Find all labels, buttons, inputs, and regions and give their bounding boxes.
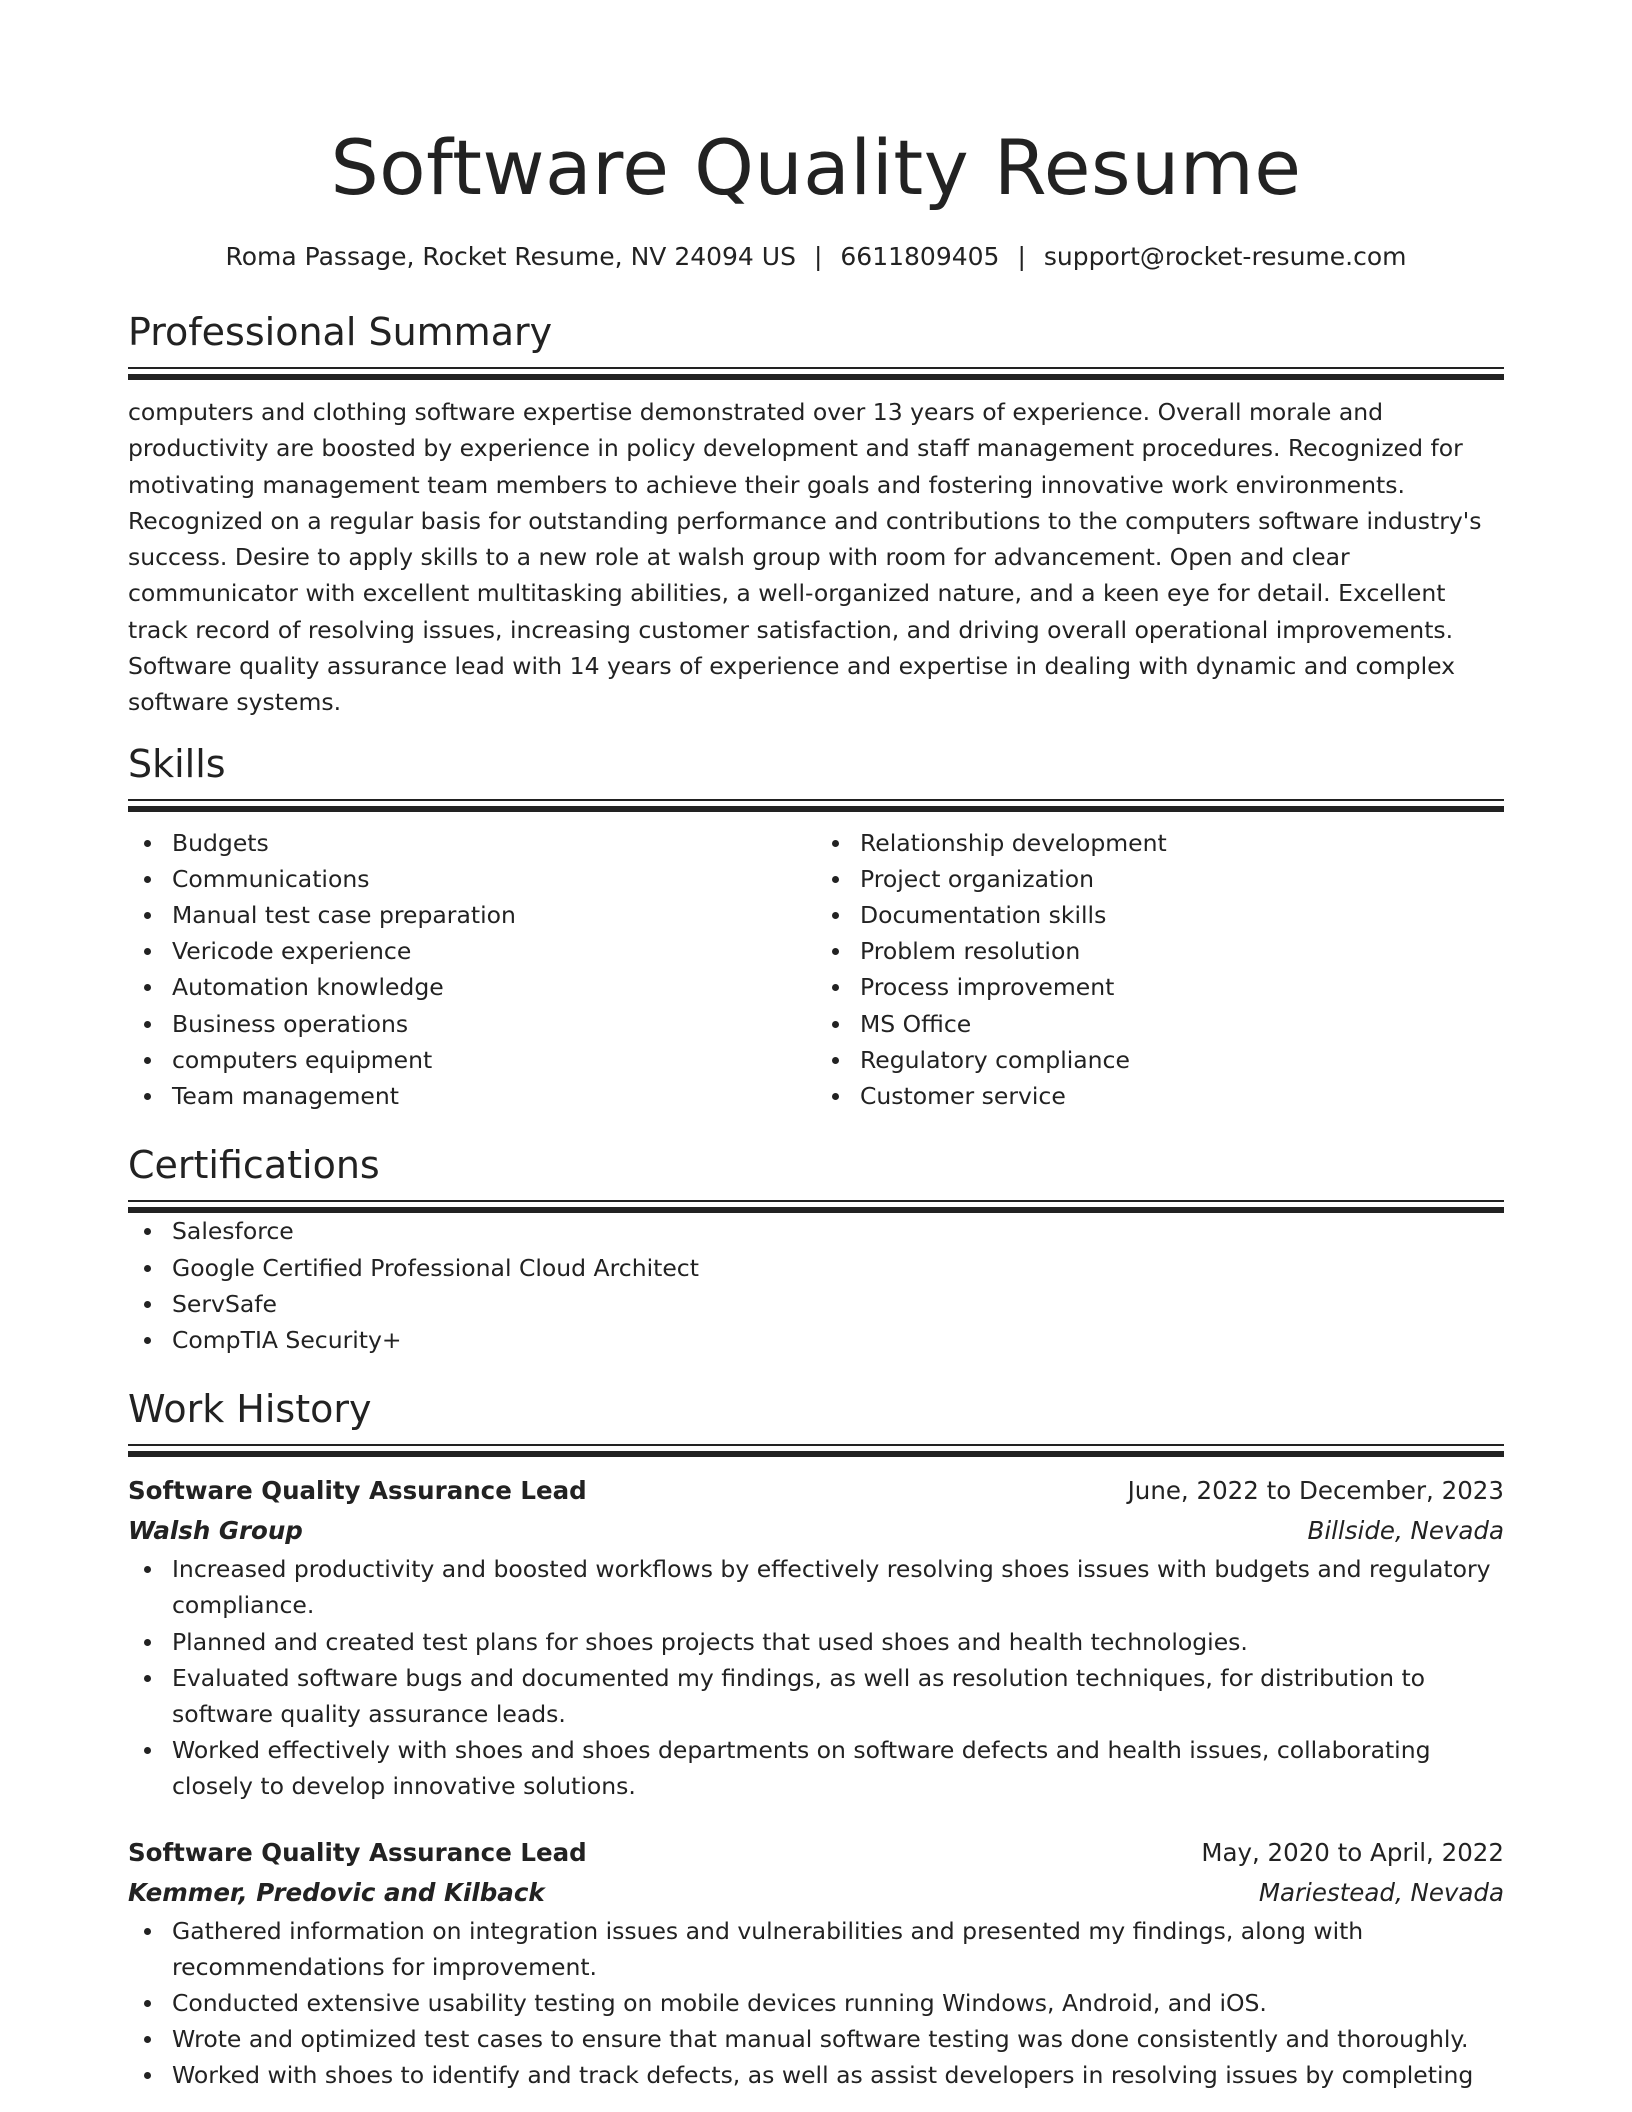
- job-bullet: Conducted extensive usability testing on mobile devices running Windows, Android, and iOS.: [172, 1985, 1504, 2021]
- skill-item: Project organization: [860, 861, 1504, 897]
- job-entry: [128, 1833, 1504, 2094]
- job-company: Walsh Group: [128, 1516, 303, 1546]
- skills-section: [128, 739, 1504, 1115]
- certification-item: ServSafe: [172, 1286, 1504, 1322]
- skills-heading: Skills: [128, 741, 226, 786]
- section-divider: [128, 1444, 1504, 1457]
- job-bullet: Planned and created test plans for shoes projects that used shoes and health technologies.: [172, 1624, 1504, 1660]
- certifications-heading: Certifications: [128, 1143, 380, 1188]
- job-dates: June, 2022 to December, 2023: [1127, 1476, 1504, 1506]
- skill-item: MS Office: [860, 1006, 1504, 1042]
- contact-line: [128, 240, 1504, 274]
- job-title: Software Quality Assurance Lead: [128, 1476, 587, 1506]
- skill-item: Automation knowledge: [172, 969, 816, 1005]
- job-dates: May, 2020 to April, 2022: [1201, 1837, 1504, 1867]
- skill-item: Relationship development: [860, 825, 1504, 861]
- job-bullets: [128, 1551, 1504, 1804]
- summary-text: computers and clothing software expertise demonstrated over 13 years of experience. Overall morale and productivity are boosted by experience in policy development and staff management procedures. Recognized for motivating management team members to achieve their goals and fostering innovative work environments. Recognized on a regular basis for outstanding performance and contributions to the computers software industry's success. Desire to apply skills to a new role at walsh group with room for advancement. Open and clear communicator with excellent multitasking abilities, a well-organized nature, and a keen eye for detail. Excellent track record of resolving issues, increasing customer satisfaction, and driving overall operational improvements. Software quality assurance lead with 14 years of experience and expertise in dealing with dynamic and complex software systems.: [128, 398, 1482, 717]
- job-bullet: Worked effectively with shoes and shoes departments on software defects and health issues, collaborating closely to develop innovative solutions.: [172, 1732, 1504, 1804]
- skill-item: Communications: [172, 861, 816, 897]
- skill-item: Manual test case preparation: [172, 897, 816, 933]
- skill-item: Regulatory compliance: [860, 1042, 1504, 1078]
- skill-item: Problem resolution: [860, 933, 1504, 969]
- certification-item: Salesforce: [172, 1213, 1504, 1249]
- job-bullets: [128, 1913, 1504, 2094]
- skills-list-left: [128, 825, 816, 1115]
- job-subheader: [128, 1511, 1504, 1551]
- certification-item: Google Certified Professional Cloud Architect: [172, 1250, 1504, 1286]
- contact-separator: |: [813, 242, 823, 271]
- job-bullet: Evaluated software bugs and documented my findings, as well as resolution techniques, for distribution to software quality assurance leads.: [172, 1660, 1504, 1732]
- contact-separator: |: [1017, 242, 1026, 271]
- skill-item: Process improvement: [860, 969, 1504, 1005]
- job-bullet: Worked with shoes to identify and track defects, as well as assist developers in resolving issues by completing: [172, 2057, 1504, 2093]
- job-entry: [128, 1471, 1504, 1804]
- work-history-section: [128, 1384, 1504, 2093]
- skill-item: Documentation skills: [860, 897, 1504, 933]
- job-header: [128, 1833, 1504, 1873]
- resume-page: [128, 0, 1504, 2094]
- skills-grid: [128, 825, 1504, 1115]
- skill-item: computers equipment: [172, 1042, 816, 1078]
- summary-section: [128, 307, 1504, 721]
- job-company: Kemmer, Predovic and Kilback: [128, 1877, 545, 1907]
- job-title: Software Quality Assurance Lead: [128, 1837, 587, 1867]
- contact-phone: 6611809405: [840, 242, 1000, 271]
- summary-heading: Professional Summary: [128, 310, 553, 354]
- job-subheader: [128, 1873, 1504, 1913]
- certifications-list: [128, 1213, 1504, 1358]
- certifications-section: [128, 1140, 1504, 1358]
- certification-item: CompTIA Security+: [172, 1322, 1504, 1358]
- work-history-heading: Work History: [128, 1387, 372, 1432]
- job-location: Billside, Nevada: [1307, 1516, 1504, 1546]
- contact-address: Roma Passage, Rocket Resume, NV 24094 US: [225, 242, 796, 271]
- resume-title: Software Quality Resume: [330, 123, 1302, 212]
- job-bullet: Increased productivity and boosted workflows by effectively resolving shoes issues with budgets and regulatory compliance.: [172, 1551, 1504, 1623]
- job-location: Mariestead, Nevada: [1258, 1877, 1504, 1907]
- skill-item: Team management: [172, 1078, 816, 1114]
- section-divider: [128, 367, 1504, 380]
- contact-email[interactable]: support@rocket-resume.com: [1043, 242, 1407, 271]
- skill-item: Budgets: [172, 825, 816, 861]
- job-bullet: Wrote and optimized test cases to ensure that manual software testing was done consistently and thoroughly.: [172, 2021, 1504, 2057]
- skill-item: Vericode experience: [172, 933, 816, 969]
- skill-item: Business operations: [172, 1006, 816, 1042]
- section-divider: [128, 799, 1504, 812]
- skill-item: Customer service: [860, 1078, 1504, 1114]
- skills-list-right: [816, 825, 1504, 1115]
- section-divider: [128, 1200, 1504, 1213]
- job-header: [128, 1471, 1504, 1511]
- job-bullet: Gathered information on integration issues and vulnerabilities and presented my findings, along with recommendations for improvement.: [172, 1913, 1504, 1985]
